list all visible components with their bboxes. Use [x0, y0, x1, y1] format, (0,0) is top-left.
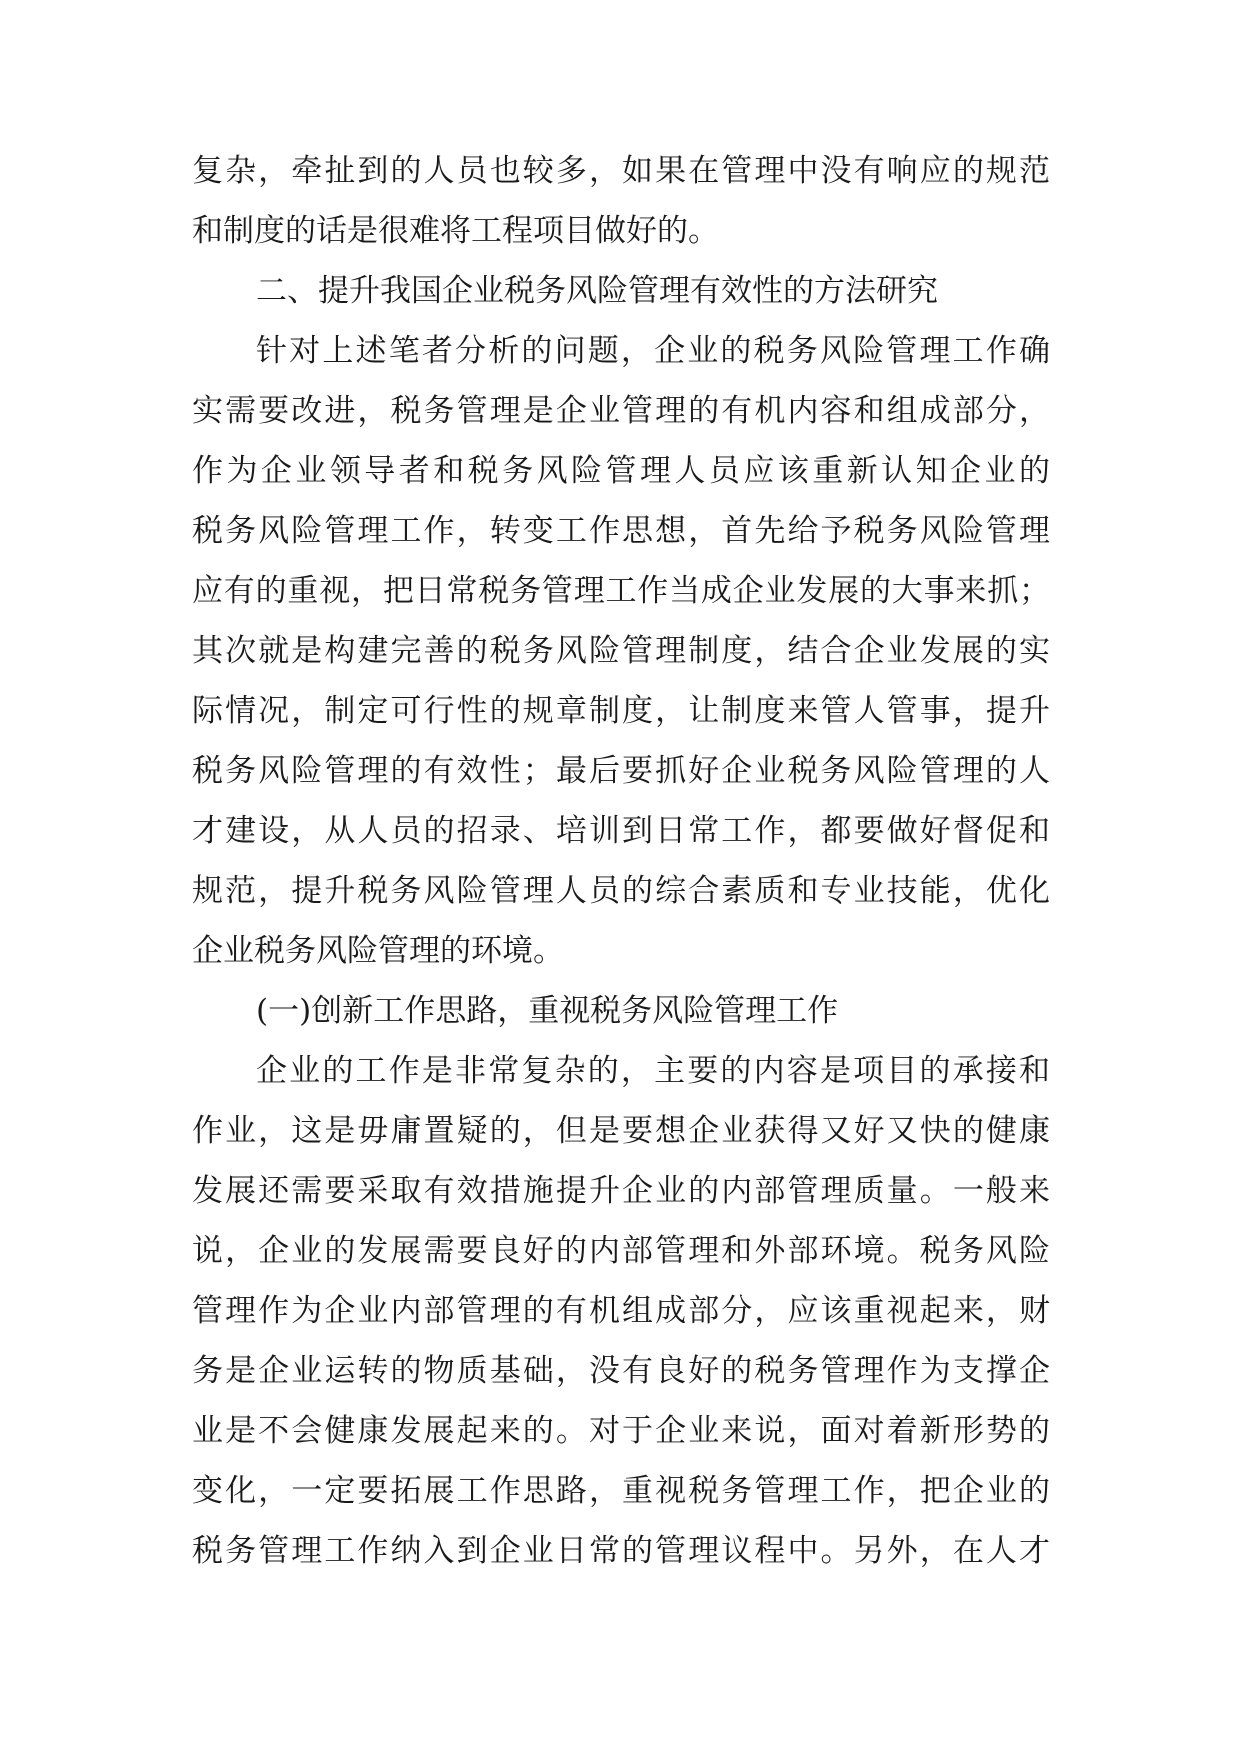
body-text-line: 税务管理工作纳入到企业日常的管理议程中。另外，在人才 [192, 1533, 1050, 1569]
body-text-line: 实需要改进，税务管理是企业管理的有机内容和组成部分， [192, 393, 1050, 429]
body-text-line: 税务风险管理工作，转变工作思想，首先给予税务风险管理 [192, 513, 1050, 549]
body-text-line: 说，企业的发展需要良好的内部管理和外部环境。税务风险 [192, 1233, 1050, 1269]
body-text-line: 变化，一定要拓展工作思路，重视税务管理工作，把企业的 [192, 1473, 1050, 1509]
body-text-line: 际情况，制定可行性的规章制度，让制度来管人管事，提升 [192, 693, 1050, 729]
section-heading: 二、提升我国企业税务风险管理有效性的方法研究 [256, 273, 938, 309]
body-text-line: 应有的重视，把日常税务管理工作当成企业发展的大事来抓； [192, 573, 1050, 609]
body-text-line: 业是不会健康发展起来的。对于企业来说，面对着新形势的 [192, 1413, 1050, 1449]
subsection-heading: (一)创新工作思路，重视税务风险管理工作 [256, 993, 839, 1029]
body-text-line: 其次就是构建完善的税务风险管理制度，结合企业发展的实 [192, 633, 1050, 669]
body-text-line: 发展还需要采取有效措施提升企业的内部管理质量。一般来 [192, 1173, 1050, 1209]
body-text-line: 作业，这是毋庸置疑的，但是要想企业获得又好又快的健康 [192, 1113, 1050, 1149]
body-text-line: 作为企业领导者和税务风险管理人员应该重新认知企业的 [192, 453, 1050, 489]
body-text-line: 针对上述笔者分析的问题，企业的税务风险管理工作确 [256, 333, 1050, 369]
body-text-line: 务是企业运转的物质基础，没有良好的税务管理作为支撑企 [192, 1353, 1050, 1389]
body-text-line: 企业的工作是非常复杂的，主要的内容是项目的承接和 [256, 1053, 1050, 1089]
body-text-line: 和制度的话是很难将工程项目做好的。 [192, 213, 719, 249]
body-text-line: 管理作为企业内部管理的有机组成部分，应该重视起来，财 [192, 1293, 1050, 1329]
body-text-line: 复杂，牵扯到的人员也较多，如果在管理中没有响应的规范 [192, 153, 1050, 189]
body-text-line: 税务风险管理的有效性；最后要抓好企业税务风险管理的人 [192, 753, 1050, 789]
body-text-line: 才建设，从人员的招录、培训到日常工作，都要做好督促和 [192, 813, 1050, 849]
body-text-line: 规范，提升税务风险管理人员的综合素质和专业技能，优化 [192, 873, 1050, 909]
body-text-line: 企业税务风险管理的环境。 [192, 933, 564, 969]
